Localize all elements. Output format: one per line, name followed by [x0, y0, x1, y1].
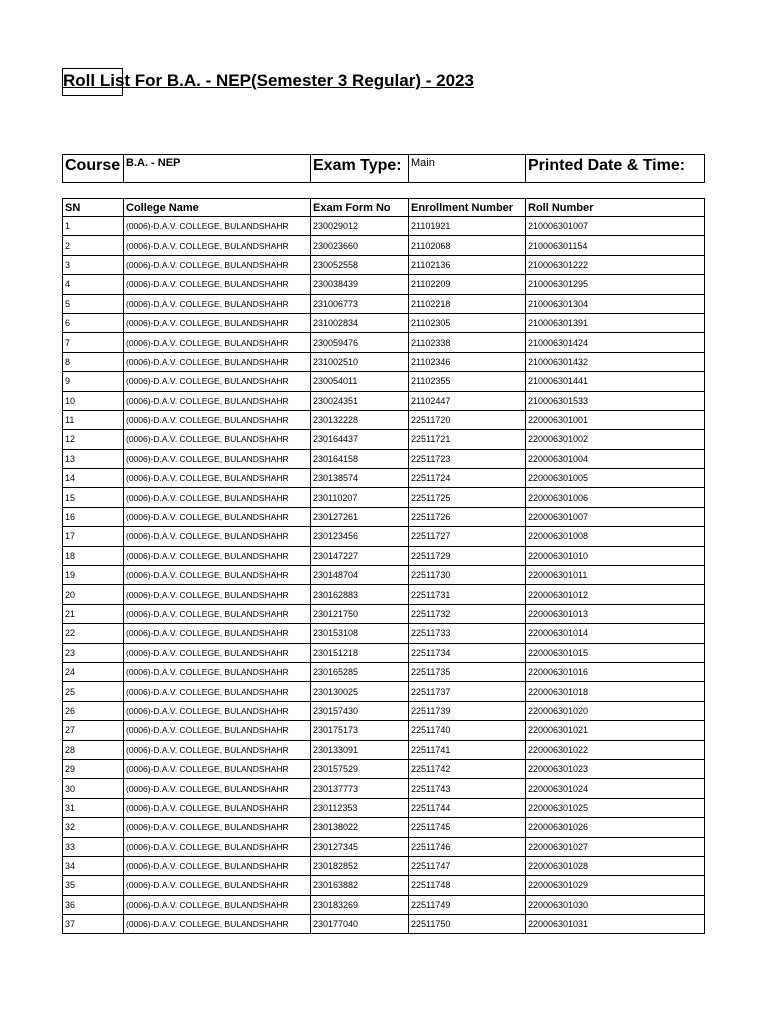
cell-roll-number: 220006301018	[526, 682, 705, 701]
table-row	[63, 488, 705, 507]
cell-sn: 35	[63, 876, 124, 895]
cell-exam-form-no: 230162883	[311, 585, 409, 604]
table-row	[63, 236, 705, 255]
cell-roll-number: 210006301533	[526, 391, 705, 410]
cell-exam-form-no: 230151218	[311, 643, 409, 662]
exam-type-label: Exam Type:	[311, 155, 409, 183]
header-exam-form-no: Exam Form No	[311, 199, 409, 217]
course-label: Course	[63, 155, 124, 183]
table-row	[63, 313, 705, 332]
table-row	[63, 818, 705, 837]
cell-roll-number: 220006301022	[526, 740, 705, 759]
cell-college-name: (0006)-D.A.V. COLLEGE, BULANDSHAHR	[124, 469, 311, 488]
cell-roll-number: 220006301014	[526, 624, 705, 643]
cell-enrollment-number: 22511743	[409, 779, 526, 798]
cell-college-name: (0006)-D.A.V. COLLEGE, BULANDSHAHR	[124, 430, 311, 449]
cell-enrollment-number: 22511745	[409, 818, 526, 837]
cell-exam-form-no: 230123456	[311, 527, 409, 546]
cell-sn: 16	[63, 507, 124, 526]
cell-college-name: (0006)-D.A.V. COLLEGE, BULANDSHAHR	[124, 507, 311, 526]
cell-enrollment-number: 22511720	[409, 410, 526, 429]
table-row	[63, 217, 705, 236]
cell-enrollment-number: 22511744	[409, 798, 526, 817]
cell-college-name: (0006)-D.A.V. COLLEGE, BULANDSHAHR	[124, 624, 311, 643]
cell-sn: 21	[63, 604, 124, 623]
cell-enrollment-number: 21101921	[409, 217, 526, 236]
cell-enrollment-number: 22511739	[409, 701, 526, 720]
cell-roll-number: 220006301027	[526, 837, 705, 856]
cell-sn: 10	[63, 391, 124, 410]
cell-roll-number: 210006301154	[526, 236, 705, 255]
cell-sn: 36	[63, 895, 124, 914]
cell-college-name: (0006)-D.A.V. COLLEGE, BULANDSHAHR	[124, 546, 311, 565]
table-row	[63, 682, 705, 701]
printed-date-label: Printed Date & Time:	[526, 155, 705, 183]
cell-roll-number: 220006301012	[526, 585, 705, 604]
exam-type-value: Main	[409, 155, 526, 183]
cell-college-name: (0006)-D.A.V. COLLEGE, BULANDSHAHR	[124, 294, 311, 313]
cell-college-name: (0006)-D.A.V. COLLEGE, BULANDSHAHR	[124, 682, 311, 701]
table-row	[63, 624, 705, 643]
cell-sn: 3	[63, 255, 124, 274]
cell-exam-form-no: 230121750	[311, 604, 409, 623]
cell-roll-number: 220006301015	[526, 643, 705, 662]
cell-exam-form-no: 230163882	[311, 876, 409, 895]
cell-college-name: (0006)-D.A.V. COLLEGE, BULANDSHAHR	[124, 759, 311, 778]
cell-college-name: (0006)-D.A.V. COLLEGE, BULANDSHAHR	[124, 352, 311, 371]
table-row	[63, 915, 705, 934]
cell-sn: 11	[63, 410, 124, 429]
cell-exam-form-no: 230137773	[311, 779, 409, 798]
cell-college-name: (0006)-D.A.V. COLLEGE, BULANDSHAHR	[124, 856, 311, 875]
page-title: Roll List For B.A. - NEP(Semester 3 Regular) - 2023	[63, 71, 474, 90]
cell-college-name: (0006)-D.A.V. COLLEGE, BULANDSHAHR	[124, 313, 311, 332]
cell-enrollment-number: 22511749	[409, 895, 526, 914]
cell-college-name: (0006)-D.A.V. COLLEGE, BULANDSHAHR	[124, 527, 311, 546]
cell-sn: 7	[63, 333, 124, 352]
cell-sn: 4	[63, 275, 124, 294]
cell-roll-number: 220006301006	[526, 488, 705, 507]
table-row	[63, 798, 705, 817]
header-college-name: College Name	[124, 199, 311, 217]
cell-enrollment-number: 22511746	[409, 837, 526, 856]
cell-enrollment-number: 22511723	[409, 449, 526, 468]
cell-enrollment-number: 21102305	[409, 313, 526, 332]
cell-exam-form-no: 230157529	[311, 759, 409, 778]
cell-college-name: (0006)-D.A.V. COLLEGE, BULANDSHAHR	[124, 391, 311, 410]
cell-roll-number: 220006301001	[526, 410, 705, 429]
cell-sn: 29	[63, 759, 124, 778]
table-row	[63, 604, 705, 623]
cell-roll-number: 220006301007	[526, 507, 705, 526]
cell-enrollment-number: 22511735	[409, 662, 526, 681]
cell-college-name: (0006)-D.A.V. COLLEGE, BULANDSHAHR	[124, 740, 311, 759]
cell-roll-number: 220006301024	[526, 779, 705, 798]
cell-sn: 9	[63, 372, 124, 391]
cell-roll-number: 210006301432	[526, 352, 705, 371]
table-row	[63, 449, 705, 468]
table-header-row	[63, 199, 705, 217]
cell-college-name: (0006)-D.A.V. COLLEGE, BULANDSHAHR	[124, 798, 311, 817]
cell-sn: 14	[63, 469, 124, 488]
cell-college-name: (0006)-D.A.V. COLLEGE, BULANDSHAHR	[124, 372, 311, 391]
cell-roll-number: 220006301021	[526, 721, 705, 740]
cell-roll-number: 210006301222	[526, 255, 705, 274]
cell-college-name: (0006)-D.A.V. COLLEGE, BULANDSHAHR	[124, 275, 311, 294]
cell-college-name: (0006)-D.A.V. COLLEGE, BULANDSHAHR	[124, 701, 311, 720]
cell-college-name: (0006)-D.A.V. COLLEGE, BULANDSHAHR	[124, 643, 311, 662]
table-row	[63, 294, 705, 313]
cell-roll-number: 220006301011	[526, 566, 705, 585]
cell-roll-number: 220006301031	[526, 915, 705, 934]
cell-sn: 37	[63, 915, 124, 934]
cell-sn: 5	[63, 294, 124, 313]
cell-exam-form-no: 230138022	[311, 818, 409, 837]
cell-college-name: (0006)-D.A.V. COLLEGE, BULANDSHAHR	[124, 217, 311, 236]
cell-exam-form-no: 230132228	[311, 410, 409, 429]
cell-college-name: (0006)-D.A.V. COLLEGE, BULANDSHAHR	[124, 837, 311, 856]
cell-sn: 28	[63, 740, 124, 759]
table-row	[63, 643, 705, 662]
cell-enrollment-number: 22511741	[409, 740, 526, 759]
cell-sn: 18	[63, 546, 124, 565]
cell-roll-number: 220006301013	[526, 604, 705, 623]
cell-roll-number: 220006301016	[526, 662, 705, 681]
cell-exam-form-no: 230110207	[311, 488, 409, 507]
cell-roll-number: 220006301030	[526, 895, 705, 914]
cell-sn: 24	[63, 662, 124, 681]
cell-exam-form-no: 230112353	[311, 798, 409, 817]
table-row	[63, 527, 705, 546]
cell-exam-form-no: 230175173	[311, 721, 409, 740]
cell-exam-form-no: 231006773	[311, 294, 409, 313]
cell-exam-form-no: 230153108	[311, 624, 409, 643]
table-row	[63, 585, 705, 604]
cell-exam-form-no: 230183269	[311, 895, 409, 914]
cell-sn: 13	[63, 449, 124, 468]
cell-sn: 6	[63, 313, 124, 332]
cell-exam-form-no: 231002510	[311, 352, 409, 371]
cell-exam-form-no: 230130025	[311, 682, 409, 701]
table-row	[63, 566, 705, 585]
cell-enrollment-number: 22511747	[409, 856, 526, 875]
cell-roll-number: 220006301029	[526, 876, 705, 895]
header-roll-number: Roll Number	[526, 199, 705, 217]
table-row	[63, 740, 705, 759]
cell-sn: 1	[63, 217, 124, 236]
table-row	[63, 352, 705, 371]
course-value: B.A. - NEP	[124, 155, 311, 183]
cell-sn: 17	[63, 527, 124, 546]
cell-enrollment-number: 22511732	[409, 604, 526, 623]
table-row	[63, 837, 705, 856]
cell-roll-number: 220006301005	[526, 469, 705, 488]
cell-exam-form-no: 231002834	[311, 313, 409, 332]
cell-exam-form-no: 230059476	[311, 333, 409, 352]
table-row	[63, 662, 705, 681]
cell-roll-number: 210006301304	[526, 294, 705, 313]
cell-enrollment-number: 22511721	[409, 430, 526, 449]
table-row	[63, 856, 705, 875]
cell-roll-number: 220006301023	[526, 759, 705, 778]
cell-college-name: (0006)-D.A.V. COLLEGE, BULANDSHAHR	[124, 585, 311, 604]
cell-exam-form-no: 230127261	[311, 507, 409, 526]
exam-info-row	[63, 155, 705, 183]
cell-college-name: (0006)-D.A.V. COLLEGE, BULANDSHAHR	[124, 604, 311, 623]
cell-exam-form-no: 230182852	[311, 856, 409, 875]
cell-exam-form-no: 230164437	[311, 430, 409, 449]
cell-sn: 34	[63, 856, 124, 875]
table-row	[63, 255, 705, 274]
cell-sn: 23	[63, 643, 124, 662]
cell-exam-form-no: 230165285	[311, 662, 409, 681]
table-row	[63, 430, 705, 449]
cell-roll-number: 210006301295	[526, 275, 705, 294]
cell-sn: 19	[63, 566, 124, 585]
cell-college-name: (0006)-D.A.V. COLLEGE, BULANDSHAHR	[124, 779, 311, 798]
cell-sn: 15	[63, 488, 124, 507]
cell-college-name: (0006)-D.A.V. COLLEGE, BULANDSHAHR	[124, 410, 311, 429]
cell-enrollment-number: 21102355	[409, 372, 526, 391]
table-row	[63, 275, 705, 294]
cell-roll-number: 220006301028	[526, 856, 705, 875]
cell-college-name: (0006)-D.A.V. COLLEGE, BULANDSHAHR	[124, 662, 311, 681]
cell-enrollment-number: 21102447	[409, 391, 526, 410]
cell-sn: 8	[63, 352, 124, 371]
cell-enrollment-number: 22511727	[409, 527, 526, 546]
cell-roll-number: 220006301025	[526, 798, 705, 817]
cell-roll-number: 220006301008	[526, 527, 705, 546]
cell-enrollment-number: 22511734	[409, 643, 526, 662]
cell-sn: 12	[63, 430, 124, 449]
table-row	[63, 391, 705, 410]
cell-sn: 33	[63, 837, 124, 856]
cell-exam-form-no: 230147227	[311, 546, 409, 565]
exam-info-table	[62, 154, 705, 183]
cell-enrollment-number: 21102209	[409, 275, 526, 294]
cell-exam-form-no: 230052558	[311, 255, 409, 274]
table-row	[63, 779, 705, 798]
cell-roll-number: 210006301391	[526, 313, 705, 332]
cell-college-name: (0006)-D.A.V. COLLEGE, BULANDSHAHR	[124, 333, 311, 352]
table-row	[63, 546, 705, 565]
cell-enrollment-number: 22511748	[409, 876, 526, 895]
header-enrollment-number: Enrollment Number	[409, 199, 526, 217]
cell-exam-form-no: 230029012	[311, 217, 409, 236]
cell-sn: 32	[63, 818, 124, 837]
cell-college-name: (0006)-D.A.V. COLLEGE, BULANDSHAHR	[124, 449, 311, 468]
table-row	[63, 333, 705, 352]
cell-college-name: (0006)-D.A.V. COLLEGE, BULANDSHAHR	[124, 566, 311, 585]
table-row	[63, 759, 705, 778]
cell-enrollment-number: 21102218	[409, 294, 526, 313]
table-row	[63, 895, 705, 914]
cell-enrollment-number: 22511726	[409, 507, 526, 526]
cell-sn: 22	[63, 624, 124, 643]
cell-exam-form-no: 230157430	[311, 701, 409, 720]
cell-roll-number: 220006301026	[526, 818, 705, 837]
cell-college-name: (0006)-D.A.V. COLLEGE, BULANDSHAHR	[124, 876, 311, 895]
cell-sn: 2	[63, 236, 124, 255]
cell-sn: 30	[63, 779, 124, 798]
cell-sn: 27	[63, 721, 124, 740]
cell-enrollment-number: 22511750	[409, 915, 526, 934]
cell-enrollment-number: 22511737	[409, 682, 526, 701]
table-row	[63, 469, 705, 488]
cell-college-name: (0006)-D.A.V. COLLEGE, BULANDSHAHR	[124, 818, 311, 837]
cell-exam-form-no: 230148704	[311, 566, 409, 585]
cell-exam-form-no: 230127345	[311, 837, 409, 856]
cell-exam-form-no: 230023660	[311, 236, 409, 255]
cell-exam-form-no: 230133091	[311, 740, 409, 759]
table-row	[63, 372, 705, 391]
cell-roll-number: 210006301424	[526, 333, 705, 352]
cell-enrollment-number: 21102338	[409, 333, 526, 352]
cell-roll-number: 220006301004	[526, 449, 705, 468]
cell-exam-form-no: 230038439	[311, 275, 409, 294]
cell-roll-number: 220006301002	[526, 430, 705, 449]
cell-enrollment-number: 22511730	[409, 566, 526, 585]
cell-exam-form-no: 230054011	[311, 372, 409, 391]
cell-enrollment-number: 22511733	[409, 624, 526, 643]
header-sn: SN	[63, 199, 124, 217]
cell-enrollment-number: 21102346	[409, 352, 526, 371]
cell-exam-form-no: 230138574	[311, 469, 409, 488]
cell-roll-number: 220006301010	[526, 546, 705, 565]
cell-exam-form-no: 230024351	[311, 391, 409, 410]
cell-college-name: (0006)-D.A.V. COLLEGE, BULANDSHAHR	[124, 915, 311, 934]
cell-exam-form-no: 230177040	[311, 915, 409, 934]
cell-enrollment-number: 22511724	[409, 469, 526, 488]
cell-college-name: (0006)-D.A.V. COLLEGE, BULANDSHAHR	[124, 236, 311, 255]
cell-sn: 20	[63, 585, 124, 604]
cell-college-name: (0006)-D.A.V. COLLEGE, BULANDSHAHR	[124, 488, 311, 507]
roll-list-table	[62, 198, 705, 934]
cell-roll-number: 210006301441	[526, 372, 705, 391]
table-row	[63, 507, 705, 526]
cell-college-name: (0006)-D.A.V. COLLEGE, BULANDSHAHR	[124, 721, 311, 740]
cell-roll-number: 220006301020	[526, 701, 705, 720]
table-row	[63, 721, 705, 740]
cell-enrollment-number: 22511725	[409, 488, 526, 507]
cell-enrollment-number: 22511731	[409, 585, 526, 604]
cell-enrollment-number: 21102136	[409, 255, 526, 274]
cell-enrollment-number: 22511729	[409, 546, 526, 565]
table-row	[63, 876, 705, 895]
cell-college-name: (0006)-D.A.V. COLLEGE, BULANDSHAHR	[124, 255, 311, 274]
cell-sn: 31	[63, 798, 124, 817]
cell-enrollment-number: 22511742	[409, 759, 526, 778]
cell-roll-number: 210006301007	[526, 217, 705, 236]
table-row	[63, 701, 705, 720]
cell-exam-form-no: 230164158	[311, 449, 409, 468]
cell-sn: 26	[63, 701, 124, 720]
cell-college-name: (0006)-D.A.V. COLLEGE, BULANDSHAHR	[124, 895, 311, 914]
cell-enrollment-number: 21102068	[409, 236, 526, 255]
table-row	[63, 410, 705, 429]
cell-sn: 25	[63, 682, 124, 701]
cell-enrollment-number: 22511740	[409, 721, 526, 740]
